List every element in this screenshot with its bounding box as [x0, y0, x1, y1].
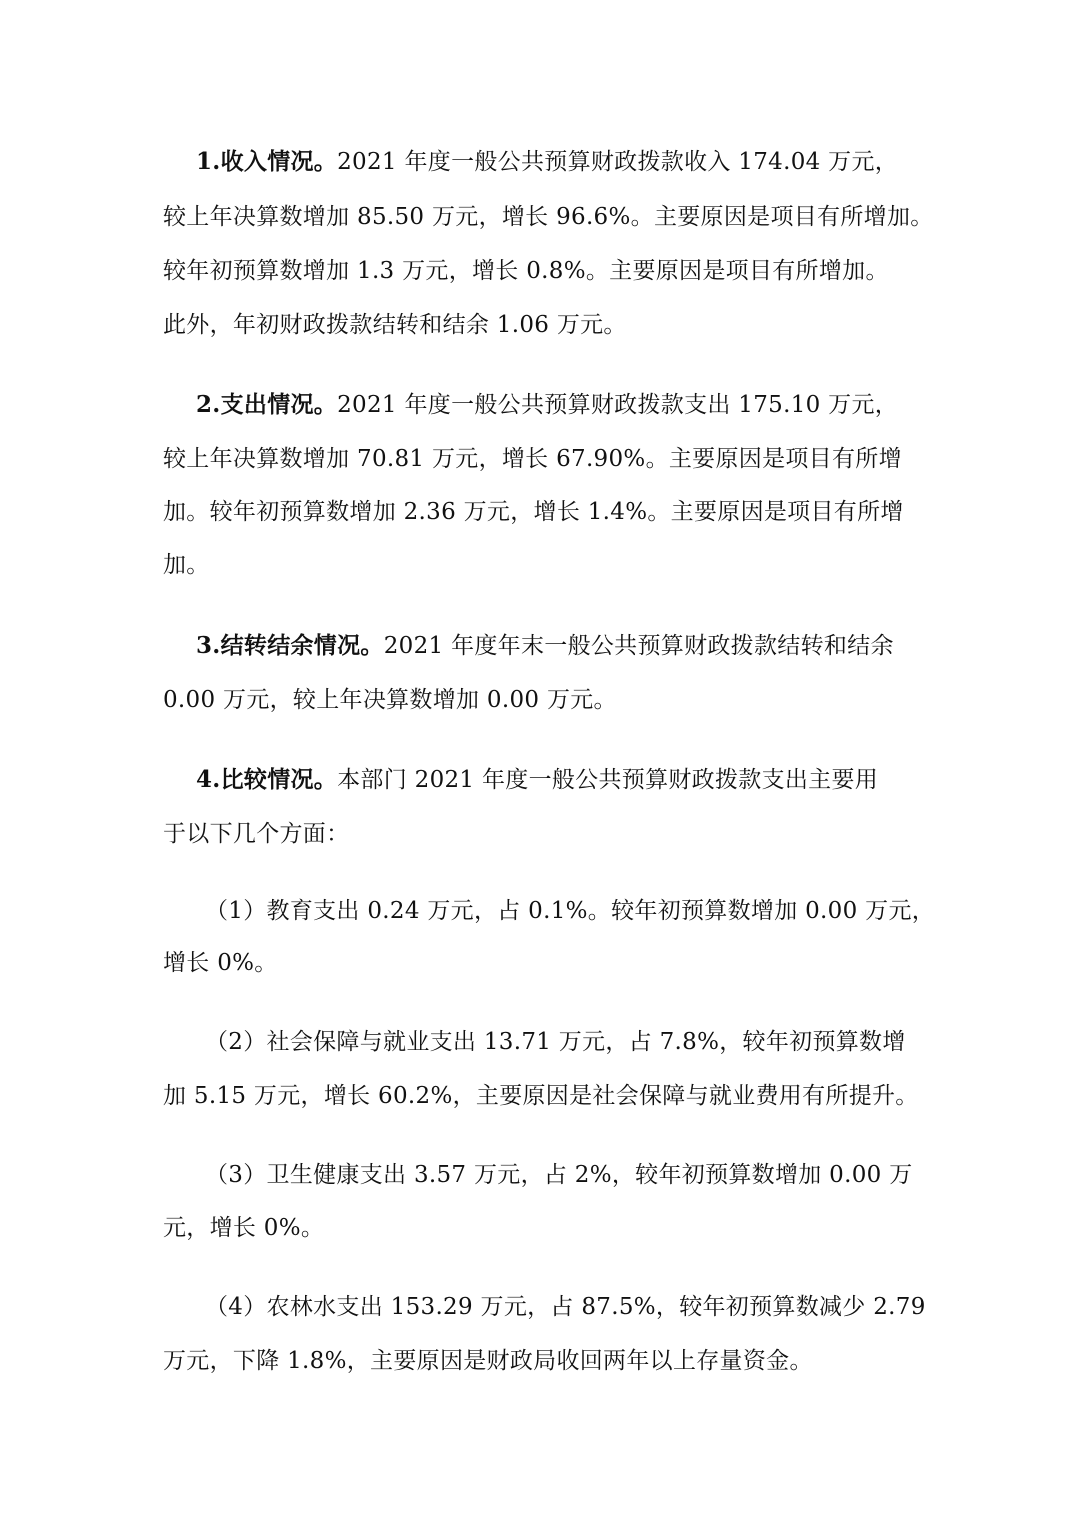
item-1-line: 增长 0%。 [163, 950, 278, 976]
item-3-line: 元，增长 0%。 [163, 1215, 325, 1241]
section-3-heading: 3.结转结余情况。 [196, 632, 384, 659]
section-3-line: 0.00 万元，较上年决算数增加 0.00 万元。 [163, 687, 617, 713]
section-3-first-line [196, 631, 894, 661]
section-3-text: 2021 年度年末一般公共预算财政拨款结转和结余 [383, 633, 894, 659]
item-2-line: 加 5.15 万元，增长 60.2%，主要原因是社会保障与就业费用有所提升。 [163, 1083, 919, 1109]
section-4-text: 本部门 2021 年度一般公共预算财政拨款支出主要用 [337, 767, 879, 793]
section-4-line: 于以下几个方面： [163, 821, 350, 847]
section-2-text: 2021 年度一般公共预算财政拨款支出 175.10 万元， [337, 392, 899, 418]
section-2-first-line [196, 390, 898, 420]
section-2-heading: 2.支出情况。 [196, 391, 338, 418]
section-1-text: 2021 年度一般公共预算财政拨款收入 174.04 万元， [337, 149, 899, 175]
section-1-heading: 1.收入情况。 [196, 148, 338, 175]
section-2-line: 加。较年初预算数增加 2.36 万元，增长 1.4%。主要原因是项目有所增 [163, 499, 904, 525]
section-1-line: 较年初预算数增加 1.3 万元，增长 0.8%。主要原因是项目有所增加。 [163, 258, 889, 284]
section-1-line: 较上年决算数增加 85.50 万元，增长 96.6%。主要原因是项目有所增加。 [163, 204, 934, 230]
section-1-line: 此外，年初财政拨款结转和结余 1.06 万元。 [163, 312, 627, 338]
item-4-line: （4）农林水支出 153.29 万元，占 87.5%，较年初预算数减少 2.79 [205, 1294, 926, 1320]
section-2-line: 较上年决算数增加 70.81 万元，增长 67.90%。主要原因是项目有所增 [163, 446, 902, 472]
item-2-line: （2）社会保障与就业支出 13.71 万元，占 7.8%，较年初预算数增 [205, 1029, 906, 1055]
section-4-first-line [196, 765, 878, 795]
section-1-first-line [196, 147, 898, 177]
item-4-line: 万元，下降 1.8%，主要原因是财政局收回两年以上存量资金。 [163, 1348, 813, 1374]
section-2-line: 加。 [163, 552, 210, 578]
section-4-heading: 4.比较情况。 [196, 766, 338, 793]
item-1-line: （1）教育支出 0.24 万元，占 0.1%。较年初预算数增加 0.00 万元， [205, 898, 936, 924]
item-3-line: （3）卫生健康支出 3.57 万元，占 2%，较年初预算数增加 0.00 万 [205, 1162, 913, 1188]
